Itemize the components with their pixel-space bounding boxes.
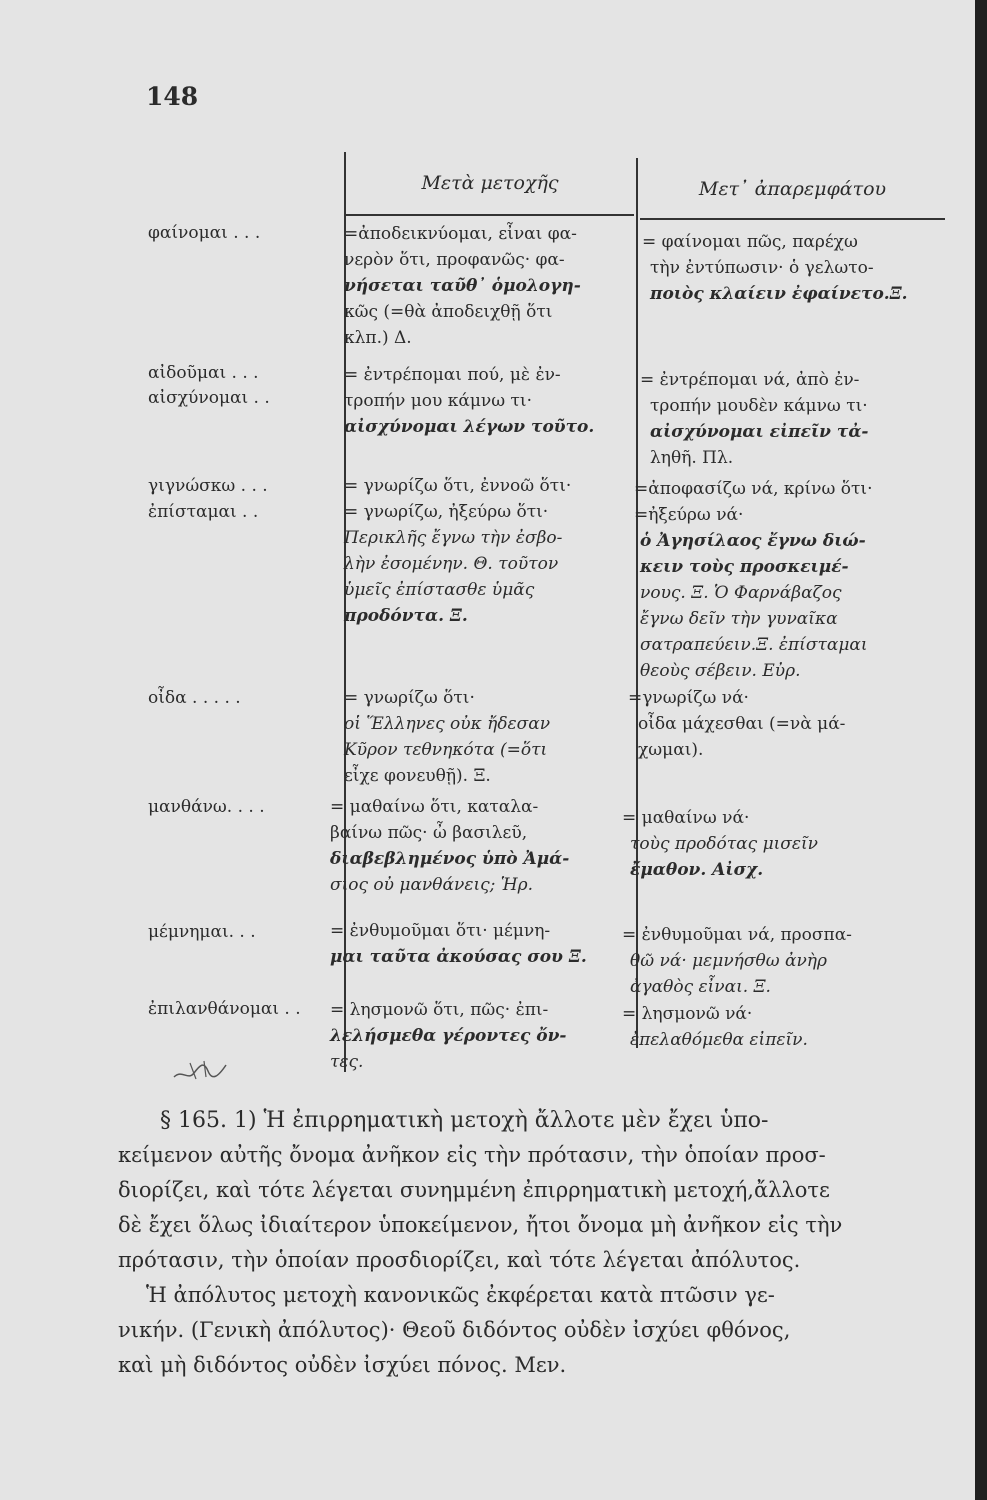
column-rule-right [636, 158, 638, 1048]
infinitive-line: ἀγαθὸς εἶναι. Ξ. [630, 977, 771, 997]
infinitive-line: = ἐντρέπομαι νά, ἀπὸ ἐν- [640, 370, 860, 390]
infinitive-line: = λησμονῶ νά· [622, 1004, 753, 1024]
participle-line: = ἐνθυμοῦμαι ὅτι· μέμνη- [330, 921, 551, 941]
participle-line: λὴν ἐσομένην. Θ. τοῦτον [344, 554, 559, 574]
verb-entry: μανθάνω. . . . [148, 797, 265, 817]
verb-entry: αἰδοῦμαι . . . [148, 363, 259, 383]
participle-line: βαίνω πῶς· ὦ βασιλεῦ, [330, 823, 528, 843]
participle-line: =ἀποδεικνύομαι, εἶναι φα- [344, 224, 577, 244]
participle-line: Περικλῆς ἔγνω τὴν ἐσβο- [344, 528, 563, 548]
section-paragraph-line: καὶ μὴ διδόντος οὐδὲν ἰσχύει πόνος. Μεν. [118, 1353, 567, 1377]
participle-line: οἱ Ἕλληνες οὐκ ἤδεσαν [344, 714, 551, 734]
participle-line: εἶχε φονευθῇ). Ξ. [344, 766, 491, 786]
infinitive-line: =ἀποφασίζω νά, κρίνω ὅτι· [634, 479, 873, 499]
infinitive-line: ἔγνω δεῖν τὴν γυναῖκα [640, 609, 838, 629]
infinitive-line: = μαθαίνω νά· [622, 808, 750, 828]
section-paragraph-line: δὲ ἔχει ὅλως ἰδιαίτερον ὑποκείμενον, ἤτοι ὄνομα μὴ ἀνῆκον εἰς τὴν [118, 1213, 843, 1237]
infinitive-line: = ἐνθυμοῦμαι νά, προσπα- [622, 925, 852, 945]
infinitive-line: ληθῆ. Πλ. [650, 448, 734, 468]
infinitive-line: τροπήν μουδὲν κάμνω τι· [650, 396, 868, 416]
header-rule-middle [346, 214, 634, 216]
infinitive-line: σατραπεύειν.Ξ. ἐπίσταμαι [640, 635, 868, 655]
infinitive-line: θῶ νά· μεμνήσθω ἀνὴρ [630, 951, 827, 971]
page-number: 148 [146, 82, 199, 111]
page-edge [975, 0, 987, 1500]
section-paragraph-line: Ἡ ἀπόλυτος μετοχὴ κανονικῶς ἐκφέρεται κατὰ πτῶσιν γε- [146, 1283, 775, 1307]
signature-mark [170, 1055, 230, 1085]
infinitive-line: τὴν ἐντύπωσιν· ὁ γελωτο- [650, 258, 874, 278]
participle-line: = ἐντρέπομαι πού, μὲ ἐν- [344, 365, 561, 385]
participle-line: νερὸν ὅτι, προφανῶς· φα- [344, 250, 565, 270]
header-rule-right [640, 218, 945, 220]
participle-line: σιος οὐ μανθάνεις; Ἡρ. [330, 875, 534, 895]
section-paragraph-line: πρότασιν, τὴν ὁποίαν προσδιορίζει, καὶ τότε λέγεται ἀπόλυτος. [118, 1248, 801, 1272]
participle-line: τροπήν μου κάμνω τι· [344, 391, 532, 411]
infinitive-line: αἰσχύνομαι εἰπεῖν τἀ- [650, 422, 869, 442]
participle-line: προδόντα. Ξ. [344, 606, 468, 626]
infinitive-line: οἶδα μάχεσθαι (=νὰ μά- [638, 714, 846, 734]
section-paragraph-line: νικήν. (Γενικὴ ἀπόλυτος)· Θεοῦ διδόντος οὐδὲν ἰσχύει φθόνος, [118, 1318, 791, 1342]
section-paragraph-line: § 165. 1) Ἡ ἐπιρρηματικὴ μετοχὴ ἄλλοτε μὲν ἔχει ὑπο- [160, 1108, 769, 1133]
participle-line: = γνωρίζω ὅτι, ἐννοῶ ὅτι· [344, 476, 572, 496]
verb-entry: ἐπίσταμαι . . [148, 502, 259, 522]
section-paragraph-line: κείμενον αὐτῆς ὄνομα ἀνῆκον εἰς τὴν πρότασιν, τὴν ὁποίαν προσ- [118, 1143, 826, 1167]
participle-line: κλπ.) Δ. [344, 328, 412, 348]
participle-line: αἰσχύνομαι λέγων τοῦτο. [344, 417, 595, 437]
infinitive-line: χωμαι). [638, 740, 704, 760]
participle-line: = μαθαίνω ὅτι, καταλα- [330, 797, 539, 817]
infinitive-line: =γνωρίζω νά· [628, 688, 749, 708]
participle-line: διαβεβλημένος ὑπὸ Ἀμά- [330, 849, 570, 869]
section-paragraph-line: διορίζει, καὶ τότε λέγεται συνημμένη ἐπιρρηματικὴ μετοχή,ἄλλοτε [118, 1178, 830, 1202]
infinitive-line: =ἠξεύρω νά· [634, 505, 744, 525]
participle-line: νήσεται ταῦθ᾽ ὁμολογη- [344, 276, 581, 296]
infinitive-line: τοὺς προδότας μισεῖν [630, 834, 819, 854]
verb-entry: οἶδα . . . . . [148, 688, 241, 708]
infinitive-line: ἐπελαθόμεθα εἰπεῖν. [630, 1030, 808, 1050]
infinitive-line: = φαίνομαι πῶς, παρέχω [642, 232, 858, 252]
infinitive-line: ἔμαθον. Αἰσχ. [630, 860, 764, 880]
participle-line: μαι ταῦτα ἀκούσας σου Ξ. [330, 947, 587, 967]
participle-line: λελήσμεθα γέροντες ὄν- [330, 1026, 567, 1046]
infinitive-line: νους. Ξ. Ὁ Φαρνάβαζος [640, 583, 842, 603]
infinitive-line: θεοὺς σέβειν. Εὐρ. [640, 661, 801, 681]
participle-line: = γνωρίζω ὅτι· [344, 688, 475, 708]
header-infinitive: Μετ᾽ ἀπαρεμφάτου [698, 178, 887, 200]
verb-entry: γιγνώσκω . . . [148, 476, 268, 496]
verb-entry: ἐπιλανθάνομαι . . [148, 999, 301, 1019]
participle-line: = λησμονῶ ὅτι, πῶς· ἐπι- [330, 1000, 549, 1020]
verb-entry: μέμνημαι. . . [148, 922, 256, 942]
header-participle: Μετὰ μετοχῆς [421, 172, 559, 194]
verb-entry: φαίνομαι . . . [148, 223, 261, 243]
infinitive-line: ὁ Ἀγησίλαος ἔγνω διώ- [640, 531, 866, 551]
participle-line: ὑμεῖς ἐπίστασθε ὑμᾶς [344, 580, 535, 600]
infinitive-line: ποιὸς κλαίειν ἐφαίνετο.Ξ. [650, 284, 908, 304]
participle-line: Κῦρον τεθνηκότα (=ὅτι [344, 740, 548, 760]
infinitive-line: κειν τοὺς προσκειμέ- [640, 557, 849, 577]
participle-line: τες. [330, 1052, 364, 1072]
participle-line: κῶς (=θὰ ἀποδειχθῇ ὅτι [344, 302, 553, 322]
participle-line: = γνωρίζω, ἠξεύρω ὅτι· [344, 502, 549, 522]
verb-entry: αἰσχύνομαι . . [148, 388, 270, 408]
